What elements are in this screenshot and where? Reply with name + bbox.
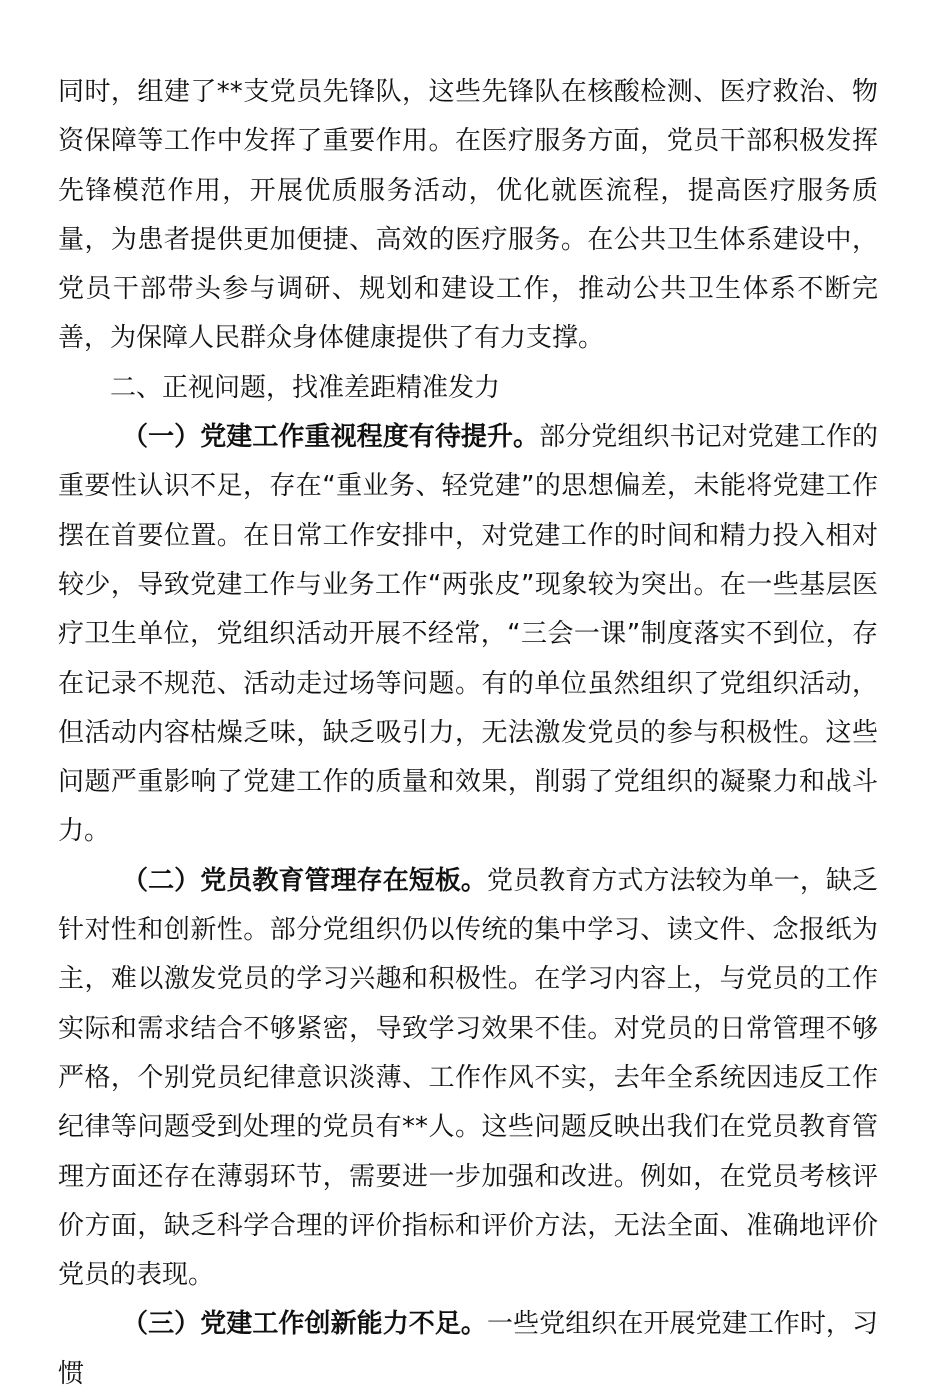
- paragraph-issue-2: [58, 857, 878, 1301]
- issue-heading: （三）党建工作创新能力不足。: [122, 1309, 487, 1340]
- paragraph-text: 同时，组建了**支党员先锋队，这些先锋队在核酸检测、医疗救治、物资保障等工作中发挥了重要作用。在医疗服务方面，党员干部积极发挥先锋模范作用，开展优质服务活动，优化就医流程，提高医疗服务质量，为患者提供更加便捷、高效的医疗服务。在公共卫生体系建设中，党员干部带头参与调研、规划和建设工作，推动公共卫生体系不断完善，为保障人民群众身体健康提供了有力支撑。: [58, 77, 878, 354]
- paragraph-issue-3: [58, 1300, 878, 1399]
- paragraph-text: 一些党组织在开展党建工作时，习惯: [58, 1309, 878, 1389]
- paragraph-text: 部分党组织书记对党建工作的重要性认识不足，存在“重业务、轻党建”的思想偏差，未能将党建工作摆在首要位置。在日常工作安排中，对党建工作的时间和精力投入相对较少，导致党建工作与业务工作“两张皮”现象较为突出。在一些基层医疗卫生单位，党组织活动开展不经常，“三会一课”制度落实不到位，存在记录不规范、活动走过场等问题。有的单位虽然组织了党组织活动，但活动内容枯燥乏味，缺乏吸引力，无法激发党员的参与积极性。这些问题严重影响了党建工作的质量和效果，削弱了党组织的凝聚力和战斗力。: [58, 422, 878, 847]
- paragraph-achievements: [58, 68, 878, 364]
- section-heading-2: [58, 364, 878, 413]
- issue-heading: （二）党员教育管理存在短板。: [122, 865, 487, 896]
- paragraph-issue-1: [58, 413, 878, 857]
- issue-heading: （一）党建工作重视程度有待提升。: [122, 422, 540, 453]
- paragraph-text: 党员教育方式方法较为单一，缺乏针对性和创新性。部分党组织仍以传统的集中学习、读文件、念报纸为主，难以激发党员的学习兴趣和积极性。在学习内容上，与党员的工作实际和需求结合不够紧密，导致学习效果不佳。对党员的日常管理不够严格，个别党员纪律意识淡薄、工作作风不实，去年全系统因违反工作纪律等问题受到处理的党员有**人。这些问题反映出我们在党员教育管理方面还存在薄弱环节，需要进一步加强和改进。例如，在党员考核评价方面，缺乏科学合理的评价指标和评价方法，无法全面、准确地评价党员的表现。: [58, 865, 878, 1291]
- document-body: [58, 68, 878, 1399]
- section-heading-text: 二、正视问题，找准差距精准发力: [110, 372, 501, 403]
